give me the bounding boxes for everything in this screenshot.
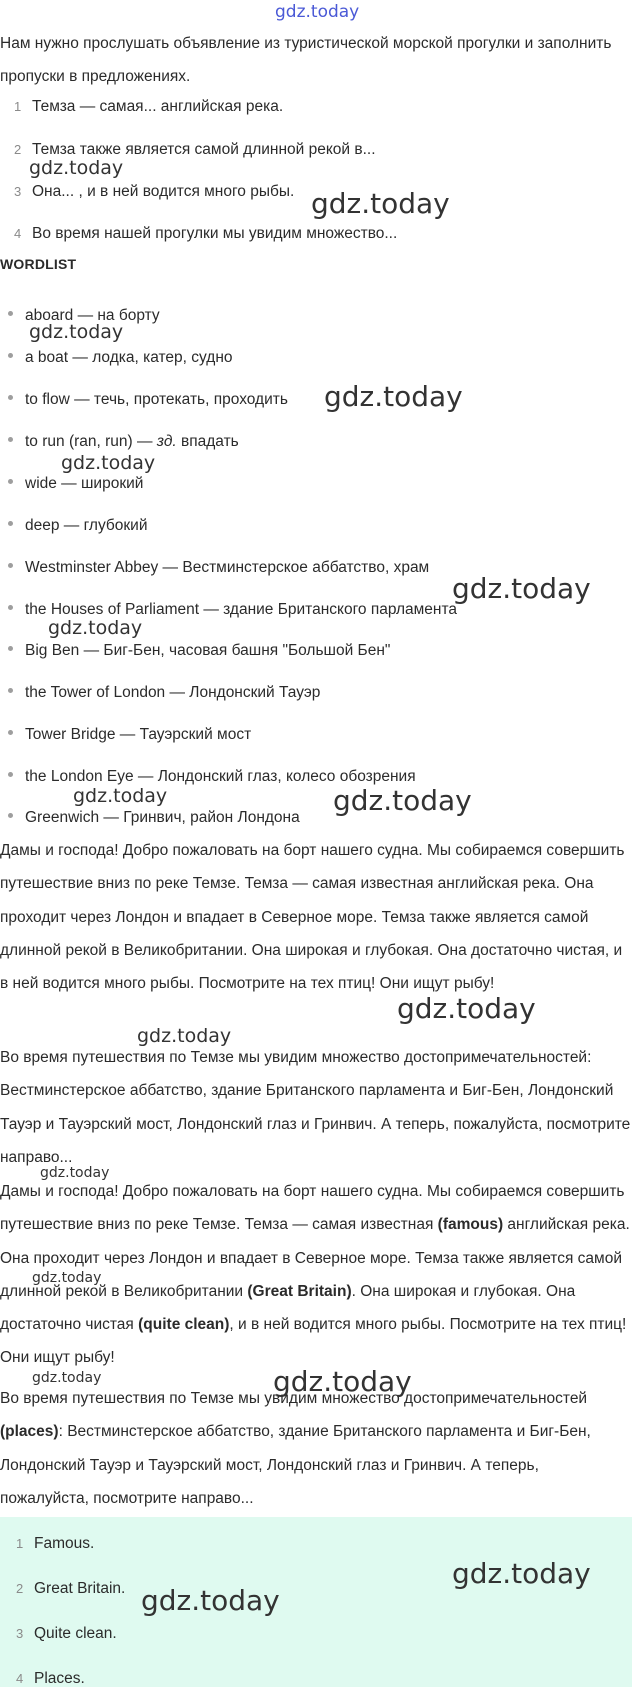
wordlist-item-text: to flow — течь, протекать, проходить: [25, 391, 288, 408]
text-run: английская река. Она проходит через Лондон и впадает в Северное море. Темза также является самой длинной рекой в Великобритании: [0, 1216, 630, 1300]
task-item-number: 4: [14, 226, 22, 241]
watermark: gdz.today: [29, 157, 124, 179]
task-item: [14, 182, 294, 202]
answer-text: Places.: [34, 1670, 85, 1687]
wordlist-item-text: Big Ben — Биг-Бен, часовая башня "Большой Бен": [25, 642, 391, 659]
wordlist-item: [8, 516, 147, 536]
bullet-icon: [8, 605, 13, 610]
text-run: . Она широкая и глубокая. Она достаточно чистая: [0, 1282, 576, 1334]
watermark: gdz.today: [273, 1365, 412, 1398]
wordlist-item: [8, 432, 239, 452]
answer-item: [16, 1534, 94, 1554]
task-item-text: Темза — самая... английская река.: [32, 98, 284, 115]
answer-item: [16, 1669, 85, 1689]
answer-paragraph: [0, 1382, 632, 1515]
bullet-icon: [8, 688, 13, 693]
bullet-icon: [8, 395, 13, 400]
bullet-icon: [8, 772, 13, 777]
task-item-text: Во время нашей прогулки мы увидим множество...: [32, 225, 398, 242]
answers-box: [0, 1517, 632, 1687]
wordlist-item: [8, 641, 390, 661]
announcement-paragraph: Дамы и господа! Добро пожаловать на борт нашего судна. Мы собираемся совершить путешествие вниз по реке Темзе. Темза — самая известная английская река. Она проходит через Лондон и впадает в Северное море. Темза также является самой длинной рекой в Великобритании. Она широкая и глубокая. Она достаточно чистая, и в ней водится много рыбы. Посмотрите на тех птиц! Они ищут рыбу!: [0, 842, 625, 993]
answer-item: [16, 1579, 125, 1599]
wordlist-item-text: aboard — на борту: [25, 307, 160, 324]
text-run: : Вестминстерское аббатство, здание Британского парламента и Биг-Бен, Лондонский Тауэр и Тауэрский мост, Лондонский глаз и Гринвич. А теперь, пожалуйста, посмотрите направо...: [0, 1423, 591, 1507]
text-run: Дамы и господа! Добро пожаловать на борт нашего судна. Мы собираемся совершить путешествие вниз по реке Темзе. Темза — самая известная: [0, 1183, 625, 1234]
watermark: gdz.today: [61, 452, 156, 474]
answer-number: 3: [16, 1626, 24, 1641]
wordlist-item: [8, 683, 320, 703]
watermark: gdz.today: [333, 784, 472, 817]
task-item-text: Темза также является самой длинной рекой в...: [32, 141, 376, 158]
wordlist-item-text: deep — глубокий: [25, 517, 148, 534]
announcement-paragraph: Во время путешествия по Темзе мы увидим множество достопримечательностей: Вестминстерское аббатство, здание Британского парламента и Биг-Бен, Лондонский Тауэр и Тауэрский мост, Лондонский глаз и Гринвич. А теперь, пожалуйста, посмотрите направо...: [0, 1049, 631, 1166]
wordlist-item-text: Greenwich — Гринвич, район Лондона: [25, 809, 300, 826]
watermark: gdz.today: [275, 2, 360, 22]
bullet-icon: [8, 437, 13, 442]
wordlist-item-rest: впадать: [176, 433, 239, 450]
wordlist-heading: WORDLIST: [0, 256, 77, 272]
answer-highlight: (quite clean): [138, 1316, 230, 1334]
watermark: gdz.today: [452, 1557, 591, 1590]
bullet-icon: [8, 311, 13, 316]
wordlist-item-text: Tower Bridge — Тауэрский мост: [25, 726, 252, 743]
text-run: Во время путешествия по Темзе мы увидим множество достопримечательностей: [0, 1390, 588, 1407]
wordlist-item: [8, 474, 143, 494]
answer-item: [16, 1624, 117, 1644]
wordlist-item-text: the London Eye — Лондонский глаз, колесо обозрения: [25, 768, 416, 785]
wordlist-item-text: Westminster Abbey — Вестминстерское аббатство, храм: [25, 559, 430, 576]
task-item-text: Она... , и в ней водится много рыбы.: [32, 183, 295, 200]
wordlist-item: [8, 390, 288, 410]
wordlist-item: [8, 558, 429, 578]
bullet-icon: [8, 521, 13, 526]
watermark: gdz.today: [73, 785, 168, 807]
task-item: [14, 97, 283, 117]
answer-number: 1: [16, 1536, 24, 1551]
watermark: gdz.today: [32, 1270, 102, 1286]
answer-number: 2: [16, 1581, 24, 1596]
watermark: gdz.today: [32, 1370, 102, 1386]
bullet-icon: [8, 563, 13, 568]
task-intro: Нам нужно прослушать объявление из туристической морской прогулки и заполнить пропуски в предложениях.: [0, 35, 612, 86]
wordlist-item-text: a boat — лодка, катер, судно: [25, 349, 233, 366]
wordlist-item-text: wide — широкий: [25, 475, 144, 492]
watermark: gdz.today: [141, 1584, 280, 1617]
bullet-icon: [8, 813, 13, 818]
wordlist-item-text: the Tower of London — Лондонский Тауэр: [25, 684, 321, 701]
wordlist-item-italic: зд.: [156, 433, 177, 450]
bullet-icon: [8, 646, 13, 651]
watermark: gdz.today: [324, 380, 463, 413]
bullet-icon: [8, 479, 13, 484]
task-item-number: 1: [14, 99, 22, 114]
bullet-icon: [8, 353, 13, 358]
watermark: gdz.today: [452, 572, 591, 605]
watermark: gdz.today: [137, 1025, 232, 1047]
wordlist-item: [8, 725, 251, 745]
watermark: gdz.today: [40, 1165, 110, 1181]
answer-text: Famous.: [34, 1535, 95, 1552]
bullet-icon: [8, 730, 13, 735]
watermark: gdz.today: [311, 187, 450, 220]
text-run: , и в ней водится много рыбы. Посмотрите на тех птиц! Они ищут рыбу!: [0, 1316, 627, 1367]
watermark: gdz.today: [397, 992, 536, 1025]
wordlist-item: [8, 348, 233, 368]
answer-number: 4: [16, 1671, 24, 1686]
task-item-number: 3: [14, 184, 22, 199]
task-item-number: 2: [14, 142, 22, 157]
wordlist-item-text: to run (ran, run) —: [25, 433, 157, 450]
answer-highlight: (famous): [437, 1216, 504, 1234]
wordlist-item-text: the Houses of Parliament — здание Британского парламента: [25, 601, 457, 618]
watermark: gdz.today: [29, 321, 124, 343]
answer-highlight: (places): [0, 1423, 59, 1441]
answer-text: Great Britain.: [34, 1580, 126, 1597]
task-item: [14, 224, 397, 244]
wordlist-item: [8, 808, 300, 828]
answer-text: Quite clean.: [34, 1625, 117, 1642]
answer-highlight: (Great Britain): [247, 1282, 352, 1300]
watermark: gdz.today: [48, 617, 143, 639]
